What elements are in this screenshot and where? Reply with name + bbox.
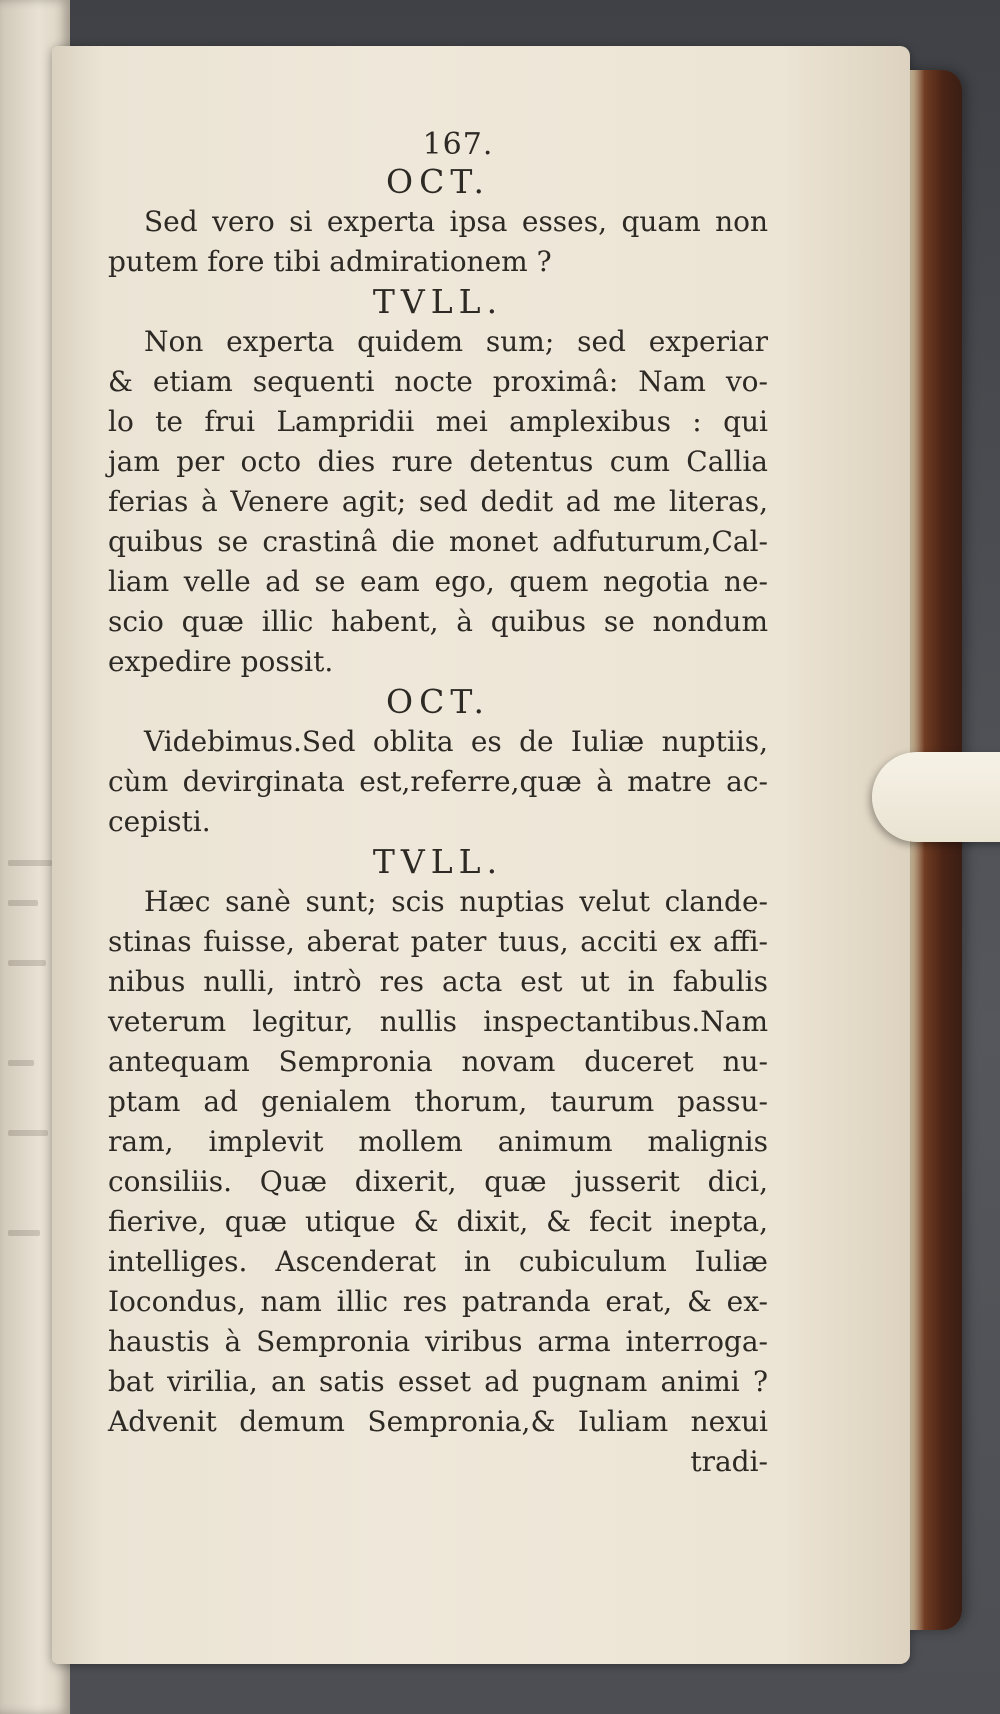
text-line: Videbimus.Sed oblita es de Iuliæ nuptiis,	[144, 725, 768, 758]
page-number: 167.	[422, 127, 494, 162]
text-line: & etiam sequenti nocte proximâ: Nam vo-	[108, 365, 768, 398]
text-line: fierive, quæ utique & dixit, & fecit inepta,	[108, 1205, 768, 1238]
bleed-through-mark	[8, 1060, 34, 1066]
text-line: scio quæ illic habent, à quibus se nondum	[108, 605, 768, 638]
text-line: lo te frui Lampridii mei amplexibus : qui	[108, 405, 768, 438]
text-line: expedire possit.	[108, 645, 334, 678]
text-line: putem fore tibi admirationem ?	[108, 245, 552, 278]
text-line: Advenit demum Sempronia,& Iuliam nexui	[108, 1405, 768, 1438]
bleed-through-mark	[8, 1230, 40, 1236]
text-line: nibus nulli, intrò res acta est ut in fabulis	[108, 965, 768, 998]
text-line: ptam ad genialem thorum, taurum passu-	[108, 1085, 768, 1118]
bleed-through-mark	[8, 1130, 48, 1136]
bookmark-tab[interactable]	[872, 752, 1000, 842]
text-line: consiliis. Quæ dixerit, quæ jusserit dici,	[108, 1165, 768, 1198]
catchword: tradi-	[690, 1445, 768, 1478]
text-line: haustis à Sempronia viribus arma interroga-	[108, 1325, 768, 1358]
text-line: liam velle ad se eam ego, quem negotia ne-	[108, 565, 768, 598]
text-line: veterum legitur, nullis inspectantibus.Nam	[108, 1005, 768, 1038]
text-line: Non experta quidem sum; sed experiar	[144, 325, 768, 358]
page-text	[108, 128, 768, 1482]
text-line: intelliges. Ascenderat in cubiculum Iuliæ	[108, 1245, 768, 1278]
text-line: antequam Sempronia novam duceret nu-	[108, 1045, 768, 1078]
bleed-through-mark	[8, 860, 52, 866]
text-line: ferias à Venere agit; sed dedit ad me literas,	[108, 485, 768, 518]
text-line: bat virilia, an satis esset ad pugnam animi ?	[108, 1365, 768, 1398]
text-line: ram, implevit mollem animum malignis	[108, 1125, 768, 1158]
speaker-heading: TVLL.	[372, 282, 504, 321]
text-line: Iocondus, nam illic res patranda erat, & ex-	[108, 1285, 768, 1318]
text-line: jam per octo dies rure detentus cum Callia	[108, 445, 768, 478]
text-line: cepisti.	[108, 805, 211, 838]
bleed-through-mark	[8, 960, 46, 966]
text-line: Sed vero si experta ipsa esses, quam non	[144, 205, 768, 238]
speaker-heading: OCT.	[386, 162, 490, 201]
text-line: Hæc sanè sunt; scis nuptias velut clande-	[144, 885, 768, 918]
bleed-through-mark	[8, 900, 38, 906]
speaker-heading: TVLL.	[372, 842, 504, 881]
speaker-heading: OCT.	[386, 682, 490, 721]
text-line: stinas fuisse, aberat pater tuus, acciti ex affi-	[108, 925, 768, 958]
text-line: cùm devirginata est,referre,quæ à matre ac-	[108, 765, 768, 798]
text-line: quibus se crastinâ die monet adfuturum,Cal-	[108, 525, 768, 558]
